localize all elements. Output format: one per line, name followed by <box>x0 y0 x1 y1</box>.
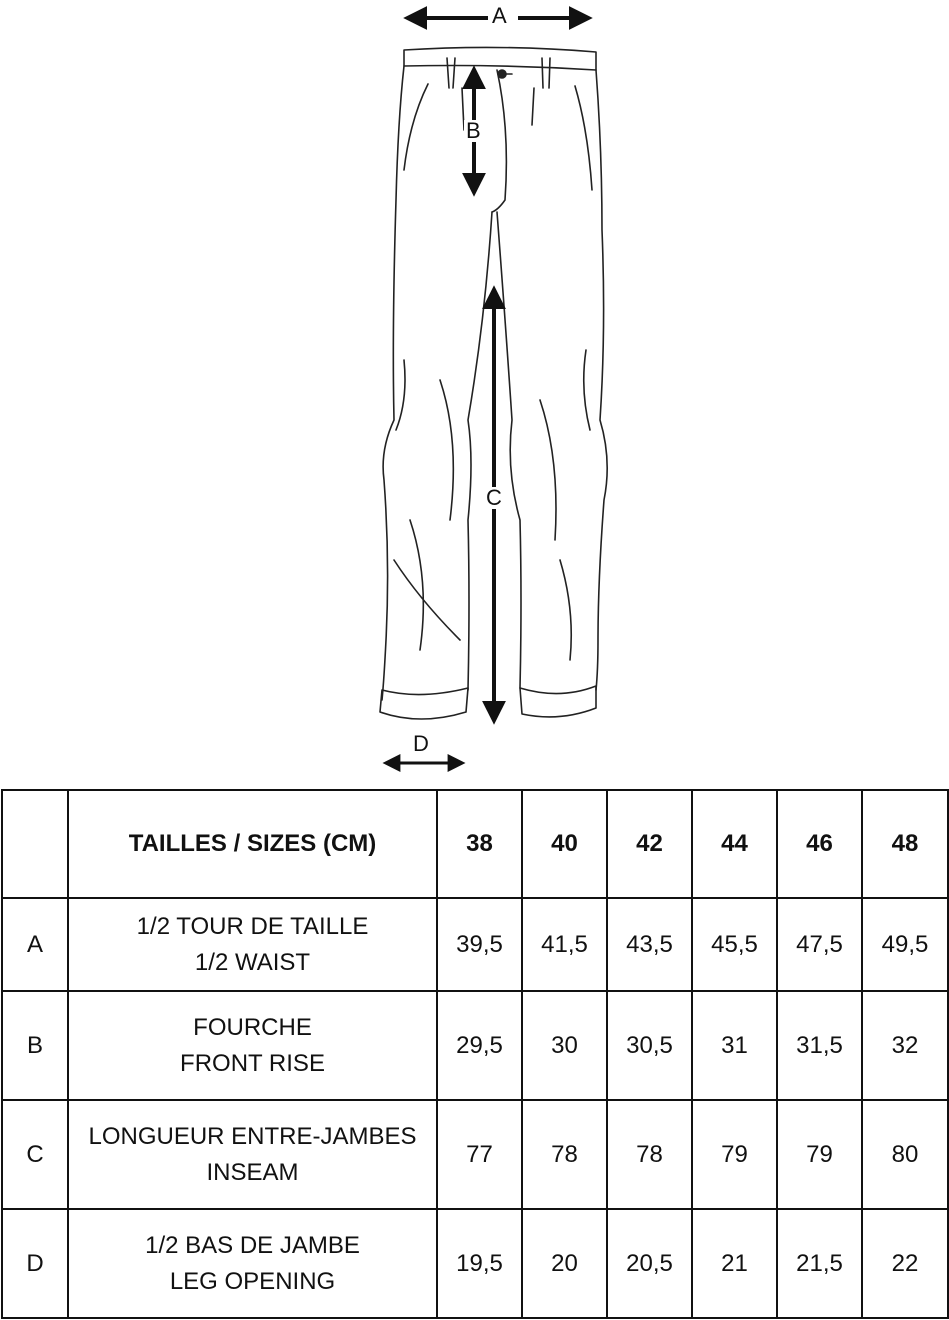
size-header: 48 <box>862 790 948 898</box>
value-cell: 43,5 <box>607 898 692 991</box>
value-cell: 31,5 <box>777 991 862 1100</box>
value-cell: 39,5 <box>437 898 522 991</box>
value-cell: 79 <box>692 1100 777 1209</box>
value-cell: 79 <box>777 1100 862 1209</box>
label-french: FOURCHE <box>193 1013 312 1041</box>
dimension-label-d: D <box>413 731 429 756</box>
dimension-arrows <box>386 18 588 763</box>
table-row <box>2 898 948 991</box>
label-french: LONGUEUR ENTRE-JAMBES <box>88 1122 417 1150</box>
size-chart-table <box>1 789 949 1319</box>
value-cell: 31 <box>692 991 777 1100</box>
value-cell: 32 <box>862 991 948 1100</box>
corner-cell <box>2 790 68 898</box>
value-cell: 21 <box>692 1209 777 1318</box>
row-letter: C <box>2 1100 68 1209</box>
value-cell: 22 <box>862 1209 948 1318</box>
value-cell: 45,5 <box>692 898 777 991</box>
label-french: 1/2 TOUR DE TAILLE <box>136 912 369 940</box>
table-header-row <box>2 790 948 898</box>
label-english: INSEAM <box>206 1158 299 1186</box>
measurement-label <box>68 991 437 1100</box>
label-french: 1/2 BAS DE JAMBE <box>145 1231 360 1259</box>
value-cell: 49,5 <box>862 898 948 991</box>
value-cell: 41,5 <box>522 898 607 991</box>
value-cell: 21,5 <box>777 1209 862 1318</box>
size-header: 42 <box>607 790 692 898</box>
size-header: 44 <box>692 790 777 898</box>
value-cell: 20 <box>522 1209 607 1318</box>
table-row <box>2 1100 948 1209</box>
dimension-label-a: A <box>492 3 507 28</box>
table-header-title: TAILLES / SIZES (CM) <box>68 790 437 898</box>
measurement-label <box>68 898 437 991</box>
value-cell: 20,5 <box>607 1209 692 1318</box>
row-letter: A <box>2 898 68 991</box>
value-cell: 78 <box>522 1100 607 1209</box>
value-cell: 80 <box>862 1100 948 1209</box>
dimension-label-b: B <box>466 118 481 143</box>
size-header: 46 <box>777 790 862 898</box>
value-cell: 29,5 <box>437 991 522 1100</box>
value-cell: 30,5 <box>607 991 692 1100</box>
size-header: 38 <box>437 790 522 898</box>
dimension-label-c: C <box>486 485 502 510</box>
value-cell: 77 <box>437 1100 522 1209</box>
row-letter: B <box>2 991 68 1100</box>
value-cell: 78 <box>607 1100 692 1209</box>
table-row <box>2 1209 948 1318</box>
label-english: 1/2 WAIST <box>194 948 311 976</box>
value-cell: 47,5 <box>777 898 862 991</box>
measurement-label <box>68 1100 437 1209</box>
table-row <box>2 991 948 1100</box>
measurement-label <box>68 1209 437 1318</box>
value-cell: 30 <box>522 991 607 1100</box>
value-cell: 19,5 <box>437 1209 522 1318</box>
label-english: LEG OPENING <box>169 1267 336 1295</box>
size-header: 40 <box>522 790 607 898</box>
row-letter: D <box>2 1209 68 1318</box>
label-english: FRONT RISE <box>180 1049 325 1077</box>
